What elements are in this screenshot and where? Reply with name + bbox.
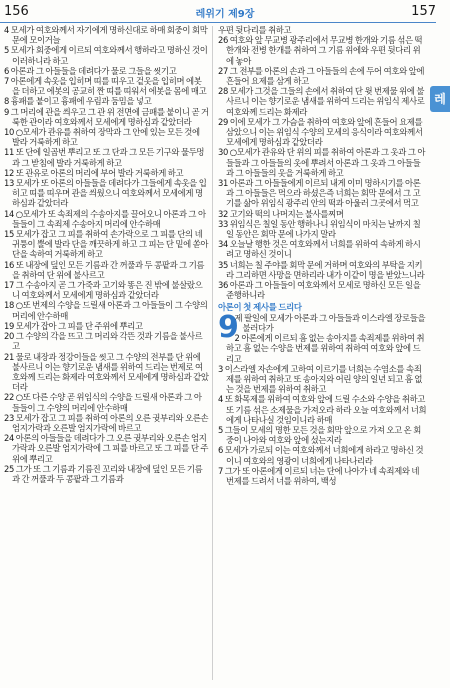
verse: 10 ○모세가 관유를 취하여 장막과 그 안에 있는 모든 것에 발라 거룩하게 하고 — [4, 127, 200, 148]
verse: 13 모세가 또 아론의 아들들을 데려다가 그들에게 속옷을 입히고 띠를 띠우며 관을 씌웠으니 여호와께서 모세에게 명하심과 같았더라 — [4, 178, 207, 209]
verse: 8 흉패를 붙이고 흉패에 우림과 둠밈을 넣고 — [4, 96, 152, 107]
verse: 14 ○모세가 또 속죄제의 수송아지를 끌어오니 아론과 그 아들들이 그 속죄제 수송아지 머리에 안수하매 — [4, 208, 206, 229]
verse: 18 ○또 번제의 수양을 드릴새 아론과 그 아들들이 그 수양의 머리에 안수하매 — [4, 300, 208, 321]
verse: 28 모세가 그것을 그들의 손에서 취하여 단 윗 번제물 위에 불사르니 이는 향기로운 냄새를 위하여 드리는 위임식 제사로 여호와께 드리는 화제라 — [218, 86, 425, 117]
verse: 11 또 단에 일곱번 뿌리고 또 그 단과 그 모든 기구와 물두멍과 그 받침에 발라 거룩하게 하고 — [4, 147, 205, 168]
right-column-top — [218, 25, 427, 300]
chapter-block — [218, 309, 427, 486]
verse: 6 모세가 가로되 이는 여호와께서 너희에게 하라고 명하신 것이니 여호와의 영광이 너희에게 나타나리라 — [218, 445, 424, 466]
verse: 30 ○모세가 관유와 단 위의 피를 취하여 아론과 그 옷과 그 아들들과 그 아들들의 옷에 뿌려서 아론과 그 옷과 그 아들들과 그 아들들의 옷을 거룩하게 하고 — [218, 147, 426, 178]
left-column — [4, 25, 209, 681]
verse: 31 아론과 그 아들들에게 이르되 내게 이미 명하시기를 아론과 그 아들들은 먹으라 하셨은즉 너희는 회막 문에서 그 고기를 삶아 위임식 광주리 안의 떡과 아울러 그곳에서 먹고 — [218, 178, 421, 209]
section-heading: 아론이 첫 제사를 드리다 — [218, 302, 302, 313]
page-number-right: 157 — [411, 4, 436, 19]
running-title: 레위기 제9장 — [195, 9, 255, 20]
verse: 32 고기와 떡의 나머지는 불사를찌며 — [218, 208, 344, 219]
verse: 36 아론과 그 아들들이 여호와께서 모세로 명하신 모든 일을 준행하니라 — [218, 280, 421, 301]
verse: 4 또 화목제를 위하여 여호와 앞에 드릴 수소와 수양을 취하고 또 기름 섞은 소제물을 가져오라 하라 오늘 여호와께서 너희에게 나타나실 것임이니라 하매 — [218, 394, 427, 425]
chapter-number: 9 — [218, 309, 239, 345]
verse: 26 여호와 앞 무교병 광주리에서 무교병 한개와 기름 섞은 떡 한개와 전병 한개를 취하여 그 기름 위에와 우편 뒷다리 위에 놓아 — [218, 35, 423, 66]
page-number-left: 156 — [4, 4, 29, 19]
verse: 33 위임식은 칠일 동안 행하나니 위임식이 마치는 날까지 칠일 동안은 회막 문에 나가지 말라 — [218, 218, 421, 240]
verse: 6 아론과 그 아들들을 데려다가 물로 그들을 씻기고 — [4, 65, 177, 76]
verse: 23 모세가 잡고 그 피를 취하여 아론의 오른 귓부리와 오른손 엄지가락과 오른발 엄지가락에 바르고 — [4, 412, 209, 433]
book-tab[interactable]: 레 — [430, 86, 450, 112]
verse: 34 오늘날 행한 것은 여호와께서 너희를 위하여 속하게 하시려고 명하신 것이니 — [218, 239, 421, 260]
verse: 5 그들이 모세의 명한 모든 것을 회막 앞으로 가져 오고 온 회중이 나아와 여호와 앞에 섰는지라 — [218, 424, 421, 446]
verse: 3 이스라엘 자손에게 고하여 이르기를 너희는 수염소를 속죄제를 위하여 취하고 또 송아지와 어린 양의 일년 되고 흠 없는 것을 번제를 위하여 취하고 — [218, 363, 423, 395]
page-header — [0, 0, 450, 24]
verse: 2 아론에게 이르되 흠 없는 송아지를 속죄제를 위하여 취하고 흠 없는 수양을 번제를 위하여 취하여 여호와 앞에 드리고 — [226, 333, 425, 364]
verse: 12 또 관유로 아론의 머리에 부어 발라 거룩하게 하고 — [4, 167, 184, 178]
verse: 27 그 전부를 아론의 손과 그 아들들의 손에 두어 여호와 앞에 흔들어 요제를 삼게 하고 — [218, 65, 425, 87]
verse: 24 아론의 아들들을 데려다가 그 오른 귓부리와 오른손 엄지가락과 오른발 엄지가락에 그 피를 바르고 또 그 피를 단 주위에 뿌리고 — [4, 433, 209, 464]
verse: 21 물로 내장과 정강이들을 씻고 그 수양의 전부를 단 위에 불사르니 이는 향기로운 냄새를 위하여 드리는 번제로 여호와께 드리는 화제라 여호와께서 모세에게 명하심과 같았더라 — [4, 351, 209, 393]
verse: 22 ○또 다른 수양 곧 위임식의 수양을 드릴새 아론과 그 아들들이 그 수양의 머리에 안수하매 — [4, 392, 202, 413]
right-column-bottom — [218, 309, 427, 486]
verse: 17 그 수송아지 곧 그 가죽과 고기와 똥은 진 밖에 불살랐으니 여호와께서 모세에게 명하심과 같았더라 — [4, 280, 203, 301]
header-rule — [0, 22, 436, 23]
verse: 7 아론에게 속옷을 입히며 띠를 띠우고 겉옷을 입히며 에봇을 더하고 에봇의 공교히 짠 띠를 띠워서 에봇을 몸에 매고 — [4, 76, 207, 97]
column-divider — [212, 26, 213, 680]
verse: 제 팔일에 모세가 아론과 그 아들들과 이스라엘 장로들을 불러다가 — [234, 312, 426, 333]
right-column — [218, 25, 427, 681]
verse: 5 모세가 회중에게 이르되 여호와께서 행하라고 명하신 것이 이러하니라 하고 — [4, 45, 208, 66]
verse: 우편 뒷다리를 취하고 — [218, 25, 292, 35]
verse: 7 그가 또 아론에게 이르되 너는 단에 나아가 네 속죄제와 네 번제를 드려서 너를 위하여, 백성 — [218, 465, 420, 486]
verse: 15 모세가 잡고 그 피를 취하여 손가락으로 그 피를 단의 네 귀퉁이 뿔에 발라 단을 깨끗하게 하고 그 피는 단 밑에 쏟아 단을 속하여 거룩하게 하고 — [4, 229, 209, 260]
verse: 35 너희는 칠 주야를 회막 문에 거하며 여호와의 부탁을 지키라 그리하면 사망을 면하리라 내가 이같이 명을 받았느니라 — [218, 259, 425, 280]
verse: 16 또 내장에 덮인 모든 기름과 간 꺼풀과 두 콩팥과 그 기름을 취하여 단 위에 불사르고 — [4, 259, 205, 280]
verse: 4 모세가 여호와께서 자기에게 명하신대로 하매 회중이 회막 문에 모이거늘 — [4, 25, 208, 46]
verse: 20 그 수양의 각을 뜨고 그 머리와 각뜬 것과 기름을 불사르고 — [4, 331, 203, 352]
verse: 19 모세가 잡아 그 피를 단 주위에 뿌리고 — [4, 320, 143, 331]
verse: 25 그가 또 그 기름과 기름진 꼬리와 내장에 덮인 모든 기름과 간 꺼풀과 두 콩팥과 그 기름과 — [4, 463, 203, 484]
verse: 29 이에 모세가 그 가슴을 취하여 여호와 앞에 흔들어 요제를 삼았으니 이는 위임식 수양의 모세의 응식이라 여호와께서 모세에게 명하심과 같았더라 — [218, 116, 423, 148]
verse: 9 그 머리에 관을 씌우고 그 관 위 전면에 금패를 붙이니 곧 거룩한 관이라 여호와께서 모세에게 명하심과 같았더라 — [4, 106, 209, 127]
